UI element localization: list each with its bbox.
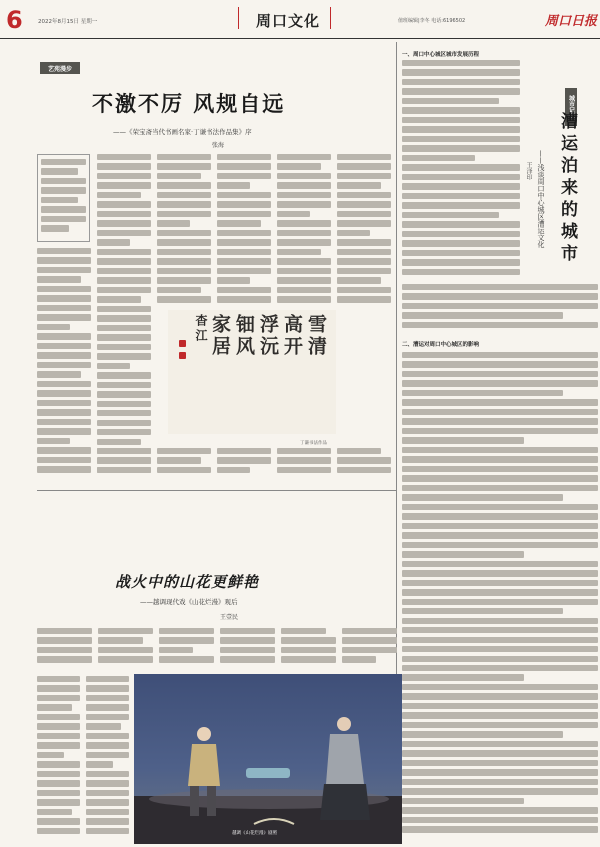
article1-body-col6	[337, 154, 391, 304]
article1-body-col3	[157, 154, 211, 304]
section-divider	[37, 490, 397, 491]
issue-date: 2022年8月15日 星期一	[38, 19, 98, 25]
calligraphy-column-1: 雪清	[305, 314, 327, 358]
article1-subtitle: ——《荣宝斋当代书画名家·丁谦书法作品集》序	[113, 128, 252, 136]
sidebar-subtitle: ——浅谈周口中心城区漕运文化	[537, 150, 545, 248]
article1-author: 张海	[212, 142, 225, 149]
article1-tag: 艺苑漫步	[40, 62, 80, 74]
calligraphy-inscription: 杳江	[194, 314, 208, 344]
article1-body-col2	[97, 154, 151, 476]
sidebar-section-head-2: 二、漕运对周口中心城区的影响	[402, 342, 480, 348]
sidebar-body-1	[402, 60, 520, 280]
calligraphy-column-2: 高开	[281, 314, 303, 358]
newspaper-logo: 周口日报	[545, 14, 598, 29]
calligraphy-column-5: 家居	[209, 314, 231, 358]
calligraphy-column-4: 钿风	[233, 314, 255, 358]
performer-right	[320, 717, 370, 820]
photo-caption: 越调《山花烂漫》剧照	[232, 831, 277, 836]
page-number: 6	[6, 6, 23, 34]
calligraphy-column-3: 浮沅	[257, 314, 279, 358]
calligraphy-artwork	[168, 310, 336, 434]
sidebar-body-2	[402, 284, 598, 334]
article1-abstract	[37, 154, 90, 242]
article2-author: 王壹民	[220, 614, 239, 621]
calligraphy-caption: 丁谦书法作品	[300, 441, 327, 446]
header-divider-right	[330, 7, 331, 29]
seal-stamp-2	[179, 352, 186, 359]
article2-body-top	[37, 628, 397, 668]
article1-body-bottom	[97, 448, 391, 478]
page-header	[0, 0, 600, 39]
article2-subtitle: ——越调现代戏《山花烂漫》观后	[140, 598, 238, 606]
header-divider-left	[238, 7, 239, 29]
article1-body-col1	[37, 248, 91, 476]
stage-scene	[134, 674, 402, 844]
article1-body-col4	[217, 154, 271, 304]
sidebar-title: 漕运泊来的城市	[557, 112, 577, 266]
sidebar-author: 王泽印	[525, 162, 532, 180]
section-title: 周口文化	[256, 12, 321, 30]
sidebar-body-3	[402, 352, 598, 842]
opera-stage-photo	[134, 674, 402, 844]
sidebar-tag: 城市记忆	[565, 88, 577, 126]
sidebar-section-head-1: 一、周口中心城区城市发展历程	[402, 52, 480, 58]
cloth-bundle	[246, 768, 290, 778]
article1-body-col5	[277, 154, 331, 304]
article2-title: 战火中的山花更鲜艳	[115, 573, 260, 591]
seal-stamp-1	[179, 340, 186, 347]
editor-info: 值班编辑|李冬 电话:6196502	[398, 18, 466, 24]
article1-title: 不激不厉 风规自远	[92, 91, 286, 116]
article2-body-left	[37, 676, 129, 844]
